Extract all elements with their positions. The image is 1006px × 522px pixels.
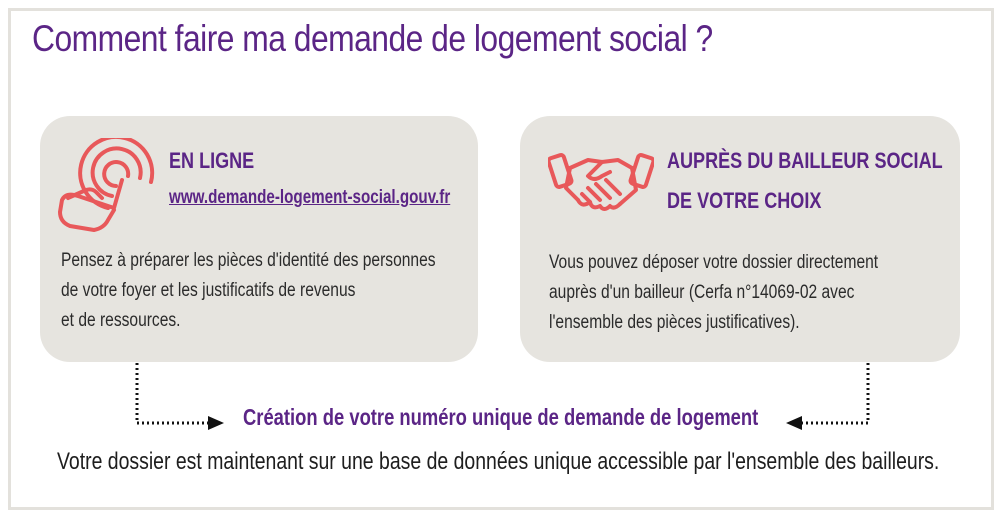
landlord-heading-line: AUPRÈS DU BAILLEUR SOCIAL (667, 148, 943, 173)
landlord-heading (667, 144, 943, 218)
footer-note: Votre dossier est maintenant sur une base de données unique accessible par l'ensemble des bailleurs. (57, 448, 940, 475)
page-title: Comment faire ma demande de logement social ? (32, 18, 713, 59)
landlord-card (520, 116, 960, 362)
landlord-description-line: auprès d'un bailleur (Cerfa n°14069-02 avec (549, 282, 855, 303)
landlord-description-line: Vous pouvez déposer votre dossier directement (549, 252, 879, 273)
online-description-line: de votre foyer et les justificatifs de revenus (61, 280, 356, 301)
landlord-description-line: l'ensemble des pièces justificatives). (549, 312, 800, 333)
touch-click-icon (48, 138, 166, 232)
online-description-line: et de ressources. (61, 310, 181, 331)
landlord-heading-line: DE VOTRE CHOIX (667, 188, 822, 213)
online-description-line: Pensez à préparer les pièces d'identité des personnes (61, 250, 436, 271)
online-link[interactable]: www.demande-logement-social.gouv.fr (169, 187, 451, 208)
landlord-description (549, 248, 878, 338)
online-card (40, 116, 478, 362)
online-heading: EN LIGNE (169, 148, 255, 173)
online-description (61, 246, 436, 336)
unique-number-result: Création de votre numéro unique de demande de logement (243, 404, 759, 430)
handshake-icon (548, 146, 654, 218)
